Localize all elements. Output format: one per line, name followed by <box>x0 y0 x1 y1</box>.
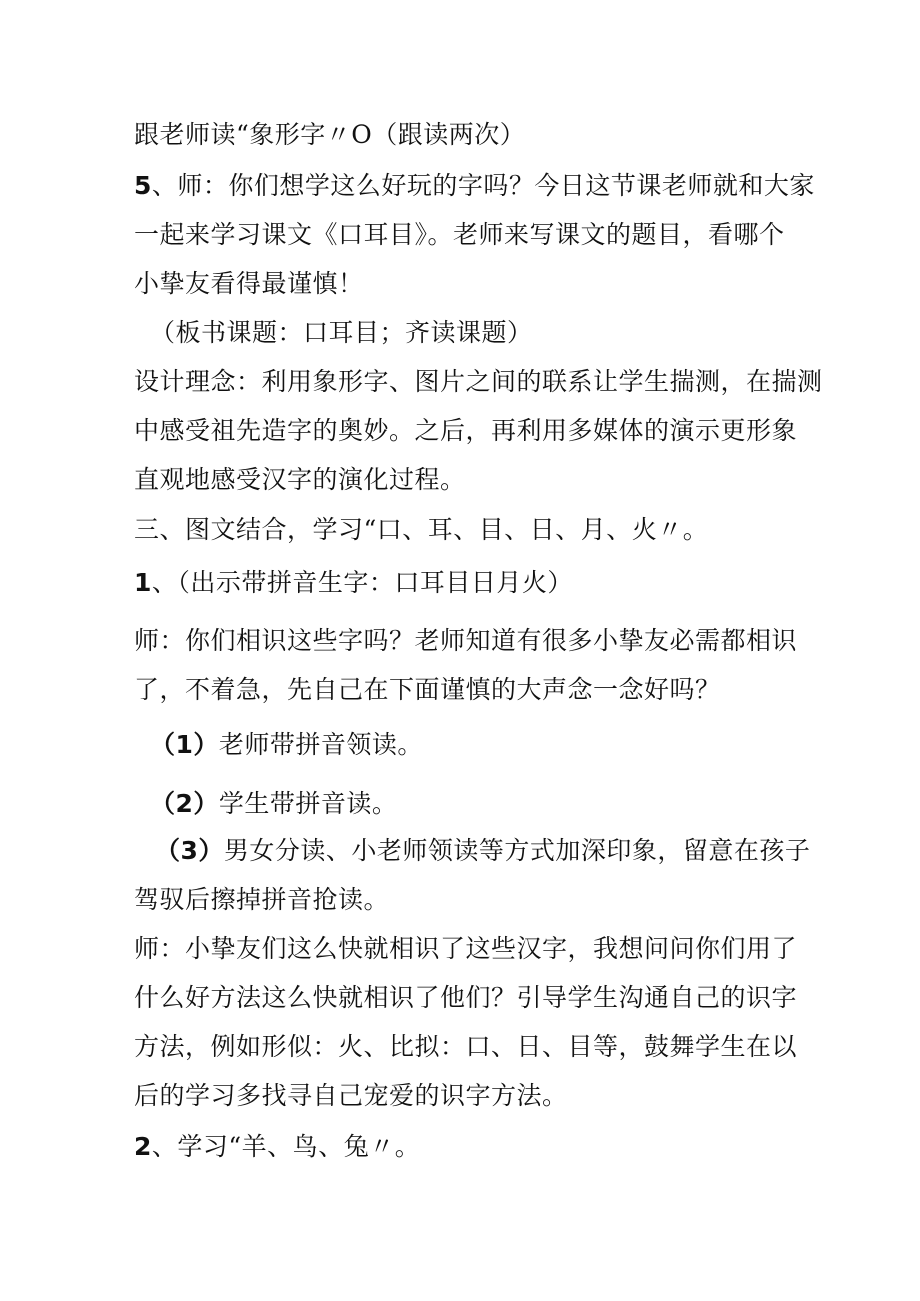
line-text: 男女分读、小老师领读等方式加深印象，留意在孩子 <box>223 836 811 865</box>
text-line-3 <box>134 218 785 252</box>
text-line-14 <box>150 787 397 821</box>
line-text: 三、图文结合，学习“口、耳、目、日、月、火〃。 <box>134 515 709 544</box>
text-line-20 <box>134 1079 568 1113</box>
line-text: 设计理念：利用象形字、图片之间的联系让学生揣测，在揣测 <box>134 367 823 396</box>
text-line-2 <box>134 169 815 203</box>
item-number: （1） <box>150 730 219 759</box>
text-line-17 <box>134 932 797 966</box>
line-text: 直观地感受汉字的演化过程。 <box>134 465 466 494</box>
text-line-11 <box>134 624 797 658</box>
text-line-7 <box>134 414 797 448</box>
line-text: 中感受祖先造字的奥妙。之后，再利用多媒体的演示更形象 <box>134 416 798 445</box>
text-line-4 <box>134 267 364 301</box>
text-line-13 <box>150 728 423 762</box>
section-number: 5 <box>134 171 152 200</box>
line-text: 一起来学习课文《口耳目》。老师来写课文的题目，看哪个 <box>134 220 785 249</box>
text-line-21 <box>134 1130 420 1164</box>
line-text: 学生带拼音读。 <box>218 789 398 818</box>
text-line-15 <box>155 834 810 868</box>
line-text: 、师：你们想学这么好玩的字吗？今日这节课老师就和大家 <box>151 171 815 200</box>
text-line-9 <box>134 513 708 547</box>
item-number: （2） <box>150 789 219 818</box>
line-text: （板书课题：口耳目；齐读课题） <box>150 318 533 347</box>
text-line-10 <box>134 566 573 600</box>
text-line-5 <box>150 316 533 350</box>
line-text: 驾驭后擦掉拼音抢读。 <box>134 885 390 914</box>
line-text: 跟老师读“象形字〃O（跟读两次） <box>134 120 526 149</box>
line-text: 、（出示带拼音生字：口耳目日月火） <box>151 568 573 597</box>
line-text: 了，不着急，先自己在下面谨慎的大声念一念好吗？ <box>134 675 721 704</box>
line-text: 、学习“羊、鸟、兔〃。 <box>151 1132 421 1161</box>
text-line-6 <box>134 365 823 399</box>
line-text: 老师带拼音领读。 <box>218 730 423 759</box>
item-number: （3） <box>155 836 224 865</box>
section-number: 1 <box>134 568 152 597</box>
line-text: 后的学习多找寻自己宠爱的识字方法。 <box>134 1081 568 1110</box>
line-text: 小挚友看得最谨慎！ <box>134 269 364 298</box>
text-line-12 <box>134 673 721 707</box>
text-line-18 <box>134 981 797 1015</box>
text-line-19 <box>134 1030 797 1064</box>
line-text: 师：你们相识这些字吗？老师知道有很多小挚友必需都相识 <box>134 626 798 655</box>
text-line-8 <box>134 463 466 497</box>
line-text: 师：小挚友们这么快就相识了这些汉字，我想问问你们用了 <box>134 934 798 963</box>
line-text: 方法，例如形似：火、比拟：口、日、目等，鼓舞学生在以 <box>134 1032 798 1061</box>
section-number: 2 <box>134 1132 152 1161</box>
line-text: 什么好方法这么快就相识了他们？引导学生沟通自己的识字 <box>134 983 798 1012</box>
text-line-16 <box>134 883 389 917</box>
text-line-1 <box>134 118 525 152</box>
